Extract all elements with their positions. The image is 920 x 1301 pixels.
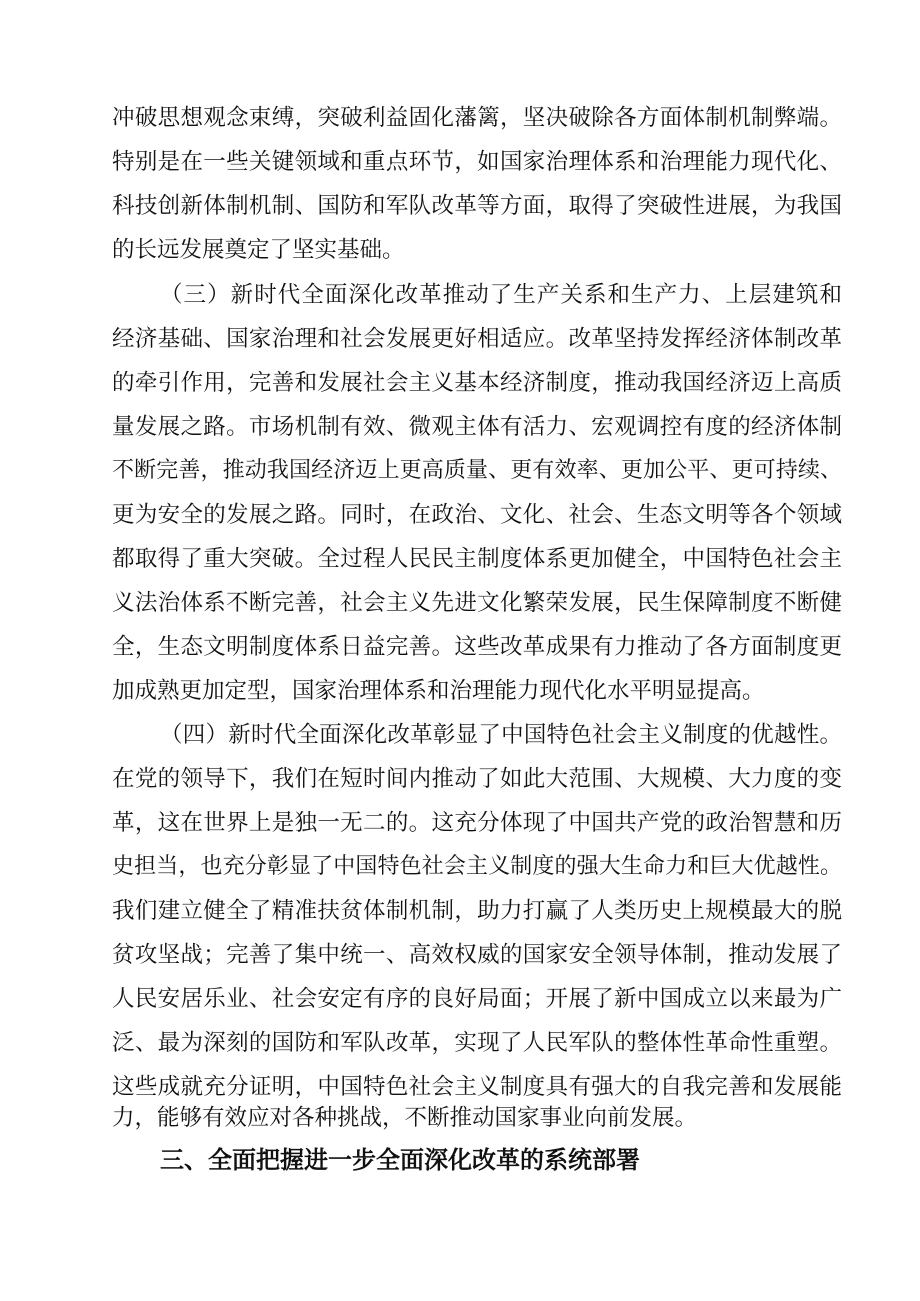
text-line: 冲破思想观念束缚，突破利益固化藩篱，坚决破除各方面体制机制弊端。 — [112, 105, 842, 131]
text-line: （三）新时代全面深化改革推动了生产关系和生产力、上层建筑和 — [160, 282, 842, 308]
text-line: 经济基础、国家治理和社会发展更好相适应。改革坚持发挥经济体制改革 — [112, 326, 842, 352]
text-line: 加成熟更加定型，国家治理体系和治理能力现代化水平明显提高。 — [112, 678, 765, 704]
text-line: 这些成就充分证明，中国特色社会主义制度具有强大的自我完善和发展能 — [112, 1074, 842, 1100]
text-line: 义法治体系不断完善，社会主义先进文化繁荣发展，民生保障制度不断健 — [112, 590, 842, 616]
text-line: 革，这在世界上是独一无二的。这充分体现了中国共产党的政治智慧和历 — [112, 810, 842, 836]
text-line: 科技创新体制机制、国防和军队改革等方面，取得了突破性进展，为我国 — [112, 193, 842, 219]
text-line: 特别是在一些关键领域和重点环节，如国家治理体系和治理能力现代化、 — [112, 149, 842, 175]
text-line: 的牵引作用，完善和发展社会主义基本经济制度，推动我国经济迈上高质 — [112, 370, 842, 396]
text-line: 史担当，也充分彰显了中国特色社会主义制度的强大生命力和巨大优越性。 — [112, 854, 842, 879]
text-line: 更为安全的发展之路。同时，在政治、文化、社会、生态文明等各个领域 — [112, 502, 842, 528]
text-line: （四）新时代全面深化改革彰显了中国特色社会主义制度的优越性。 — [160, 722, 842, 748]
text-line: 的长远发展奠定了坚实基础。 — [112, 237, 405, 263]
text-line: 量发展之路。市场机制有效、微观主体有活力、宏观调控有度的经济体制 — [112, 414, 842, 440]
text-line: 贫攻坚战；完善了集中统一、高效权威的国家安全领导体制，推动发展了 — [112, 942, 842, 968]
section-heading: 三、全面把握进一步全面深化改革的系统部署 — [160, 1146, 640, 1174]
text-line: 泛、最为深刻的国防和军队改革，实现了人民军队的整体性革命性重塑。 — [112, 1030, 842, 1056]
text-line: 人民安居乐业、社会安定有序的良好局面；开展了新中国成立以来最为广 — [112, 986, 842, 1012]
text-line: 力，能够有效应对各种挑战，不断推动国家事业向前发展。 — [112, 1105, 698, 1131]
text-line: 不断完善，推动我国经济迈上更高质量、更有效率、更加公平、更可持续、 — [112, 458, 842, 483]
text-line: 在党的领导下，我们在短时间内推动了如此大范围、大规模、大力度的变 — [112, 766, 842, 792]
text-line: 我们建立健全了精准扶贫体制机制，助力打赢了人类历史上规模最大的脱 — [112, 898, 842, 924]
text-line: 都取得了重大突破。全过程人民民主制度体系更加健全，中国特色社会主 — [112, 546, 842, 572]
text-line: 全，生态文明制度体系日益完善。这些改革成果有力推动了各方面制度更 — [112, 634, 842, 660]
